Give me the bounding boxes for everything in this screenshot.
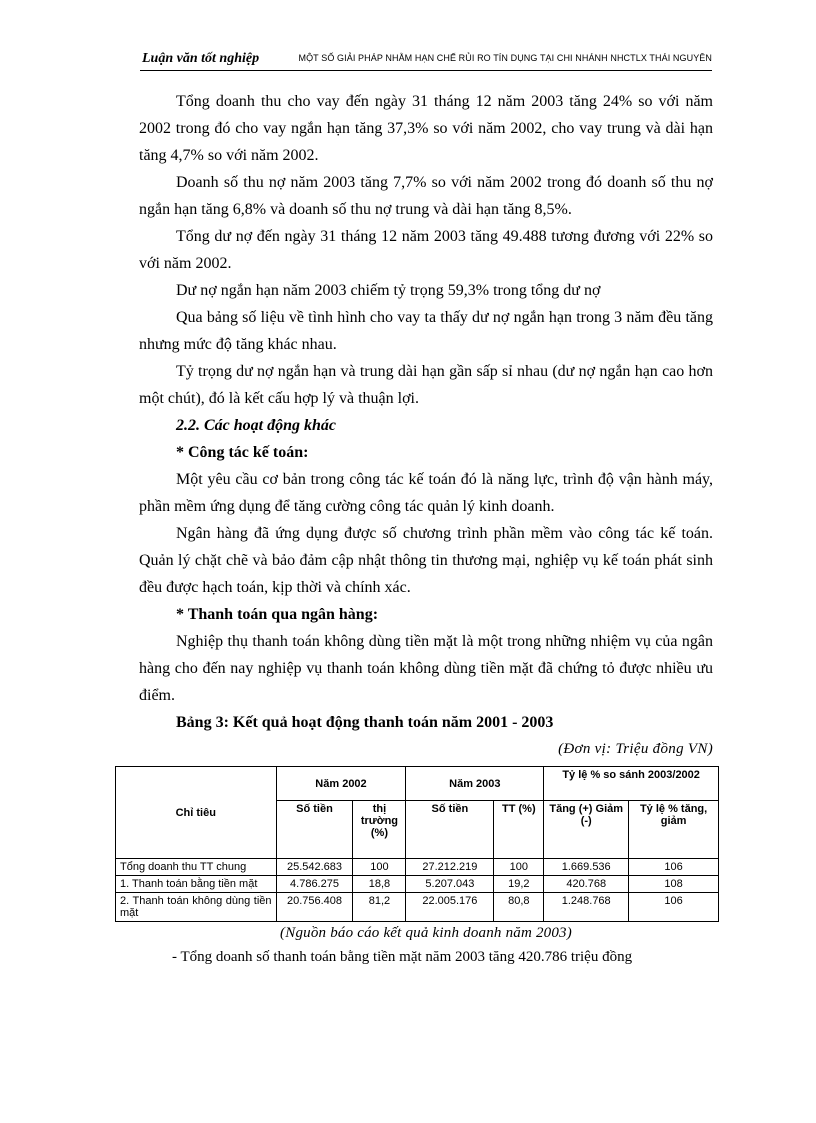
subheading-accounting: * Công tác kế toán: (176, 444, 309, 461)
ratio-value: 106 (629, 859, 719, 876)
ratio-value: 108 (629, 876, 719, 893)
share-2002: 81,2 (353, 893, 406, 922)
row-label: 1. Thanh toán bằng tiền mặt (116, 876, 277, 893)
paragraph: Nghiệp thụ thanh toán không dùng tiền mặt là một trong những nhiệm vụ của ngân hàng cho đến nay nghiệp vụ thanh toán không dùng tiền mặt đã chứng tỏ được nhiều ưu điểm. (139, 633, 713, 704)
amount-2003: 27.212.219 (406, 859, 494, 876)
table-row (116, 876, 719, 893)
amount-2003: 5.207.043 (406, 876, 494, 893)
amount-2002: 25.542.683 (276, 859, 353, 876)
change-value: 1.669.536 (544, 859, 629, 876)
paragraph: Doanh số thu nợ năm 2003 tăng 7,7% so với năm 2002 trong đó doanh số thu nợ ngắn hạn tăng 6,8% và doanh số thu nợ trung và dài hạn tăng 8,5%. (139, 174, 713, 218)
header-thesis-label: Luận văn tốt nghiệp (142, 51, 260, 66)
share-2002: 18,8 (353, 876, 406, 893)
table-row (116, 893, 719, 922)
share-2003: 100 (494, 859, 544, 876)
paragraph: Tổng dư nợ đến ngày 31 tháng 12 năm 2003 tăng 49.488 tương đương với 22% so với năm 2002. (139, 228, 713, 272)
paragraph: Dư nợ ngắn hạn năm 2003 chiếm tỷ trọng 59,3% trong tổng dư nợ (176, 282, 601, 299)
paragraph: Qua bảng số liệu về tình hình cho vay ta thấy dư nợ ngắn hạn trong 3 năm đều tăng nhưng mức độ tăng khác nhau. (139, 309, 713, 353)
closing-line: - Tổng doanh số thanh toán bằng tiền mặt năm 2003 tăng 420.786 triệu đồng (172, 949, 633, 965)
document-body (120, 88, 713, 970)
header-year-2002: Năm 2002 (276, 767, 406, 801)
paragraph: Tỷ trọng dư nợ ngắn hạn và trung dài hạn gần sấp sỉ nhau (dư nợ ngắn hạn cao hơn một chút), đó là kết cấu hợp lý và thuận lợi. (139, 363, 713, 407)
header-indicator: Chỉ tiêu (116, 767, 277, 859)
paragraph: Ngân hàng đã ứng dụng được số chương trình phần mềm vào công tác kế toán. Quản lý chặt chẽ và bảo đảm cập nhật thông tin thương mại, nghiệp vụ kế toán phát sinh đều được hạch toán, kịp thời và chính xác. (139, 525, 713, 596)
subheading-payment: * Thanh toán qua ngân hàng: (176, 606, 379, 623)
share-2002: 100 (353, 859, 406, 876)
amount-2003: 22.005.176 (406, 893, 494, 922)
header-ratio: Tỷ lệ % tăng, giảm (629, 801, 719, 859)
table-row (116, 859, 719, 876)
ratio-value: 106 (629, 893, 719, 922)
share-2003: 80,8 (494, 893, 544, 922)
row-label: 2. Thanh toán không dùng tiền mặt (116, 893, 277, 922)
share-2003: 19,2 (494, 876, 544, 893)
change-value: 1.248.768 (544, 893, 629, 922)
section-heading: 2.2. Các hoạt động khác (176, 417, 337, 434)
header-thesis-title: MỘT SỐ GIẢI PHÁP NHẰM HẠN CHẾ RỦI RO TÍN DỤNG TẠI CHI NHÁNH NHCTLX THÁI NGUYÊN (298, 53, 712, 63)
header-share-2002: thị trường (%) (353, 801, 406, 859)
header-year-2003: Năm 2003 (406, 767, 544, 801)
header-share-2003: TT (%) (494, 801, 544, 859)
table-unit: (Đơn vị: Triệu đồng VN) (558, 741, 713, 757)
paragraph: Một yêu cầu cơ bản trong công tác kế toán đó là năng lực, trình độ vận hành máy, phần mềm ứng dụng để tăng cường công tác quản lý kinh doanh. (139, 471, 713, 515)
change-value: 420.768 (544, 876, 629, 893)
amount-2002: 4.786.275 (276, 876, 353, 893)
table-title: Bảng 3: Kết quả hoạt động thanh toán năm 2001 - 2003 (176, 714, 554, 731)
payment-results-table (115, 766, 719, 922)
page-header (140, 48, 712, 71)
header-change: Tăng (+) Giảm (-) (544, 801, 629, 859)
header-amount-2003: Số tiền (406, 801, 494, 859)
header-comparison: Tỷ lệ % so sánh 2003/2002 (544, 767, 719, 801)
table-source: (Nguồn báo cáo kết quả kinh doanh năm 2003) (280, 925, 572, 941)
paragraph: Tổng doanh thu cho vay đến ngày 31 tháng 12 năm 2003 tăng 24% so với năm 2002 trong đó cho vay ngắn hạn tăng 37,3% so với năm 2002, cho vay trung và dài hạn tăng 4,7% so với năm 2002. (139, 93, 713, 164)
row-label: Tổng doanh thu TT chung (116, 859, 277, 876)
header-amount-2002: Số tiền (276, 801, 353, 859)
amount-2002: 20.756.408 (276, 893, 353, 922)
